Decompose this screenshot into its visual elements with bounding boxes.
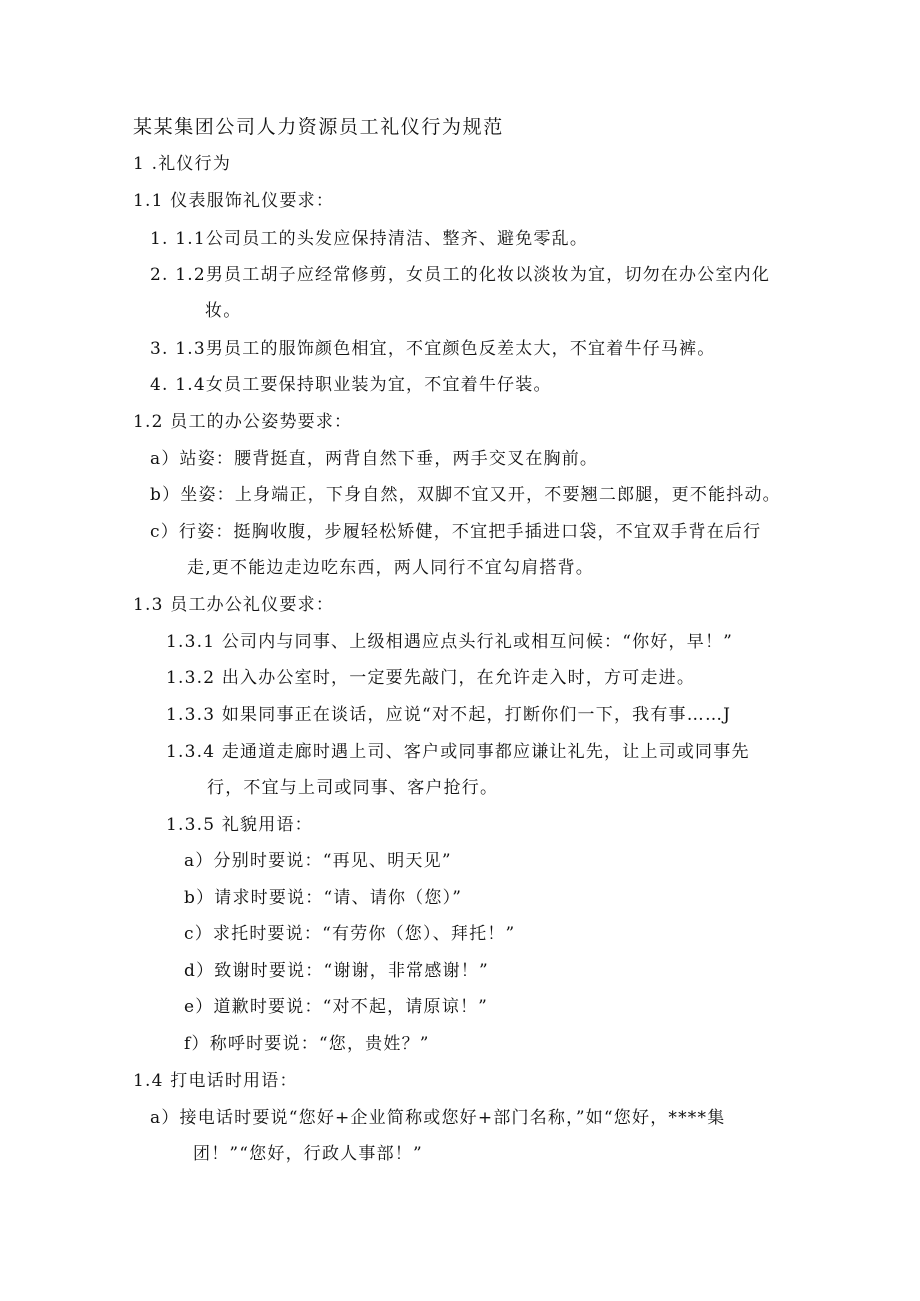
section-1-1-item: 3. 1.3男员工的服饰颜色相宜，不宜颜色反差太大，不宜着牛仔马裤。	[150, 339, 716, 359]
section-1-3-item: 1.3.3 如果同事正在谈话，应说“对不起，打断你们一下，我有事……J	[166, 705, 732, 725]
section-1-3-heading: 1.3 员工办公礼仪要求：	[133, 595, 335, 615]
section-1-1-item: 2. 1.2男员工胡子应经常修剪，女员工的化妆以淡妆为宜，切勿在办公室内化	[150, 265, 771, 285]
section-1-4-heading: 1.4 打电话时用语：	[133, 1071, 298, 1091]
document-title: 某某集团公司人力资源员工礼仪行为规范	[133, 116, 504, 138]
section-1-1-item: 4. 1.4女员工要保持职业装为宜，不宜着牛仔装。	[150, 375, 552, 395]
polite-phrase-item: b）请求时要说：“请、请你（您）”	[184, 888, 463, 908]
section-1-1-heading: 1.1 仪表服饰礼仪要求：	[133, 191, 335, 211]
section-1-3-item: 1.3.1 公司内与同事、上级相遇应点头行礼或相互问候：“你好，早！”	[166, 632, 734, 652]
section-1-3-item: 1.3.4 走通道走廊时遇上司、客户或同事都应谦让礼先，让上司或同事先	[166, 742, 750, 762]
section-1-2-item-continuation: 走,更不能边走边吃东西，两人同行不宜勾肩搭背。	[187, 558, 595, 578]
section-1-3-item-continuation: 行，不宜与上司或同事、客户抢行。	[207, 778, 499, 798]
section-1-4-item-continuation: 团！”“您好，行政人事部！”	[193, 1144, 423, 1164]
section-1-1-item: 1. 1.1公司员工的头发应保持清洁、整齐、避免零乱。	[150, 229, 589, 249]
section-1-1-item-continuation: 妆。	[205, 301, 242, 321]
section-1-4-item: a）接电话时要说“您好+企业简称或您好+部门名称，”如“您好，****集	[150, 1108, 726, 1128]
section-1-2-item: a）站姿：腰背挺直，两背自然下垂，两手交叉在胸前。	[150, 449, 599, 469]
section-1-3-item: 1.3.5 礼貌用语：	[166, 815, 313, 835]
polite-phrase-item: a）分别时要说：“再见、明天见”	[184, 851, 452, 871]
polite-phrase-item: e）道歉时要说：“对不起，请原谅！”	[184, 997, 489, 1017]
polite-phrase-item: c）求托时要说：“有劳你（您）、拜托！”	[184, 924, 516, 944]
polite-phrase-item: f）称呼时要说：“您，贵姓？”	[184, 1034, 430, 1054]
section-1-heading: 1 .礼仪行为	[133, 154, 232, 174]
section-1-2-item: c）行姿：挺胸收腹，步履轻松矫健，不宜把手插进口袋，不宜双手背在后行	[150, 522, 762, 542]
section-1-2-heading: 1.2 员工的办公姿势要求：	[133, 412, 353, 432]
section-1-2-item: b）坐姿：上身端正，下身自然，双脚不宜又开，不要翘二郎腿，更不能抖动。	[150, 485, 781, 505]
polite-phrase-item: d）致谢时要说：“谢谢，非常感谢！”	[184, 961, 489, 981]
section-1-3-item: 1.3.2 出入办公室时，一定要先敲门，在允许走入时，方可走进。	[166, 668, 696, 688]
